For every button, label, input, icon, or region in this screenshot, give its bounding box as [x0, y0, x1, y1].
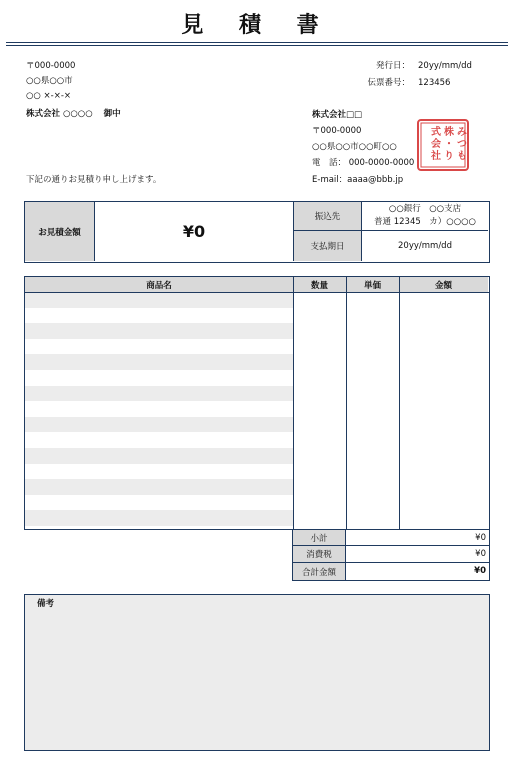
customer-company: [26, 107, 121, 122]
svg-text:会: 会: [431, 139, 441, 150]
subtotal-label: 小計: [293, 530, 346, 546]
issuer-address: ○○県○○市○○町○○: [312, 142, 397, 152]
transfer-details: [361, 202, 488, 231]
customer-address: ○○ ×-×-×: [26, 91, 72, 101]
issuer-phone: 電 話： 000-0000-0000: [312, 158, 415, 168]
issuer-postal: 〒000-0000: [312, 126, 362, 136]
transfer-bank: ○○銀行 ○○支店: [388, 204, 462, 214]
amount-value: ¥0: [182, 222, 206, 241]
customer-postal: 〒000-0000: [26, 61, 76, 71]
issue-date-value: 20yy/mm/dd: [418, 61, 472, 71]
table-row: [25, 339, 293, 355]
customer-city: ○○県○○市: [26, 76, 73, 86]
svg-text:つ: つ: [457, 139, 467, 150]
issue-date-label: 発行日：: [375, 61, 410, 71]
table-row: [25, 292, 293, 308]
column-divider: [346, 277, 347, 530]
customer-company-name: 株式会社 ○○○○: [26, 109, 93, 119]
tax-value: ¥0: [346, 546, 489, 563]
table-row: [25, 432, 293, 448]
totals-box: [292, 530, 490, 581]
due-date-label: 支払期日: [293, 231, 361, 261]
subtotal-value: ¥0: [346, 530, 489, 546]
company-seal: [417, 119, 469, 171]
table-row: [25, 401, 293, 417]
transfer-account: 普通 12345 カ）○○○○: [374, 217, 476, 227]
title-rule: [6, 42, 508, 43]
column-header-unit-price: 単価: [346, 277, 399, 292]
table-row: [25, 495, 293, 511]
total-label: 合計金額: [293, 563, 346, 580]
svg-text:も: も: [457, 151, 467, 162]
remarks-label: 備考: [37, 599, 55, 609]
amount-label: お見積金額: [25, 202, 95, 261]
table-row: [25, 479, 293, 495]
svg-text:み: み: [457, 127, 467, 138]
total-value: ¥0: [474, 566, 486, 576]
svg-text:式: 式: [431, 127, 441, 138]
table-row: [25, 354, 293, 370]
intro-text: 下記の通りお見積り申し上げます。: [26, 175, 162, 185]
summary-box: [24, 201, 490, 263]
svg-text:株: 株: [444, 127, 454, 138]
slip-number-value: 123456: [418, 78, 451, 88]
slip-number-label: 伝票番号：: [367, 78, 410, 88]
column-divider: [293, 277, 294, 530]
header-divider: [25, 292, 490, 293]
transfer-label: 振込先: [293, 202, 361, 231]
column-header-item: 商品名: [25, 277, 293, 292]
issuer-email: E-mail：aaaa@bbb.jp: [312, 175, 404, 185]
table-row: [25, 448, 293, 464]
due-date-value: 20yy/mm/dd: [361, 231, 488, 261]
table-row: [25, 308, 293, 324]
column-header-quantity: 数量: [293, 277, 346, 292]
column-divider: [399, 277, 400, 530]
remarks-box: [24, 594, 490, 751]
tax-label: 消費税: [293, 546, 346, 563]
customer-honorific: 御中: [103, 109, 121, 119]
table-row: [25, 464, 293, 480]
table-row: [25, 370, 293, 386]
items-table: [24, 276, 490, 530]
table-row: [25, 323, 293, 339]
document-title: 見 積 書: [181, 13, 333, 38]
svg-text:・: ・: [444, 139, 454, 150]
svg-text:社: 社: [431, 151, 441, 162]
table-row: [25, 386, 293, 402]
title-rule: [6, 45, 508, 46]
column-header-amount: 金額: [399, 277, 488, 292]
table-row: [25, 510, 293, 526]
issuer-company: 株式会社□□: [312, 110, 363, 120]
svg-text:り: り: [444, 151, 454, 162]
table-row: [25, 417, 293, 433]
seal-stamp-icon: [419, 121, 467, 169]
